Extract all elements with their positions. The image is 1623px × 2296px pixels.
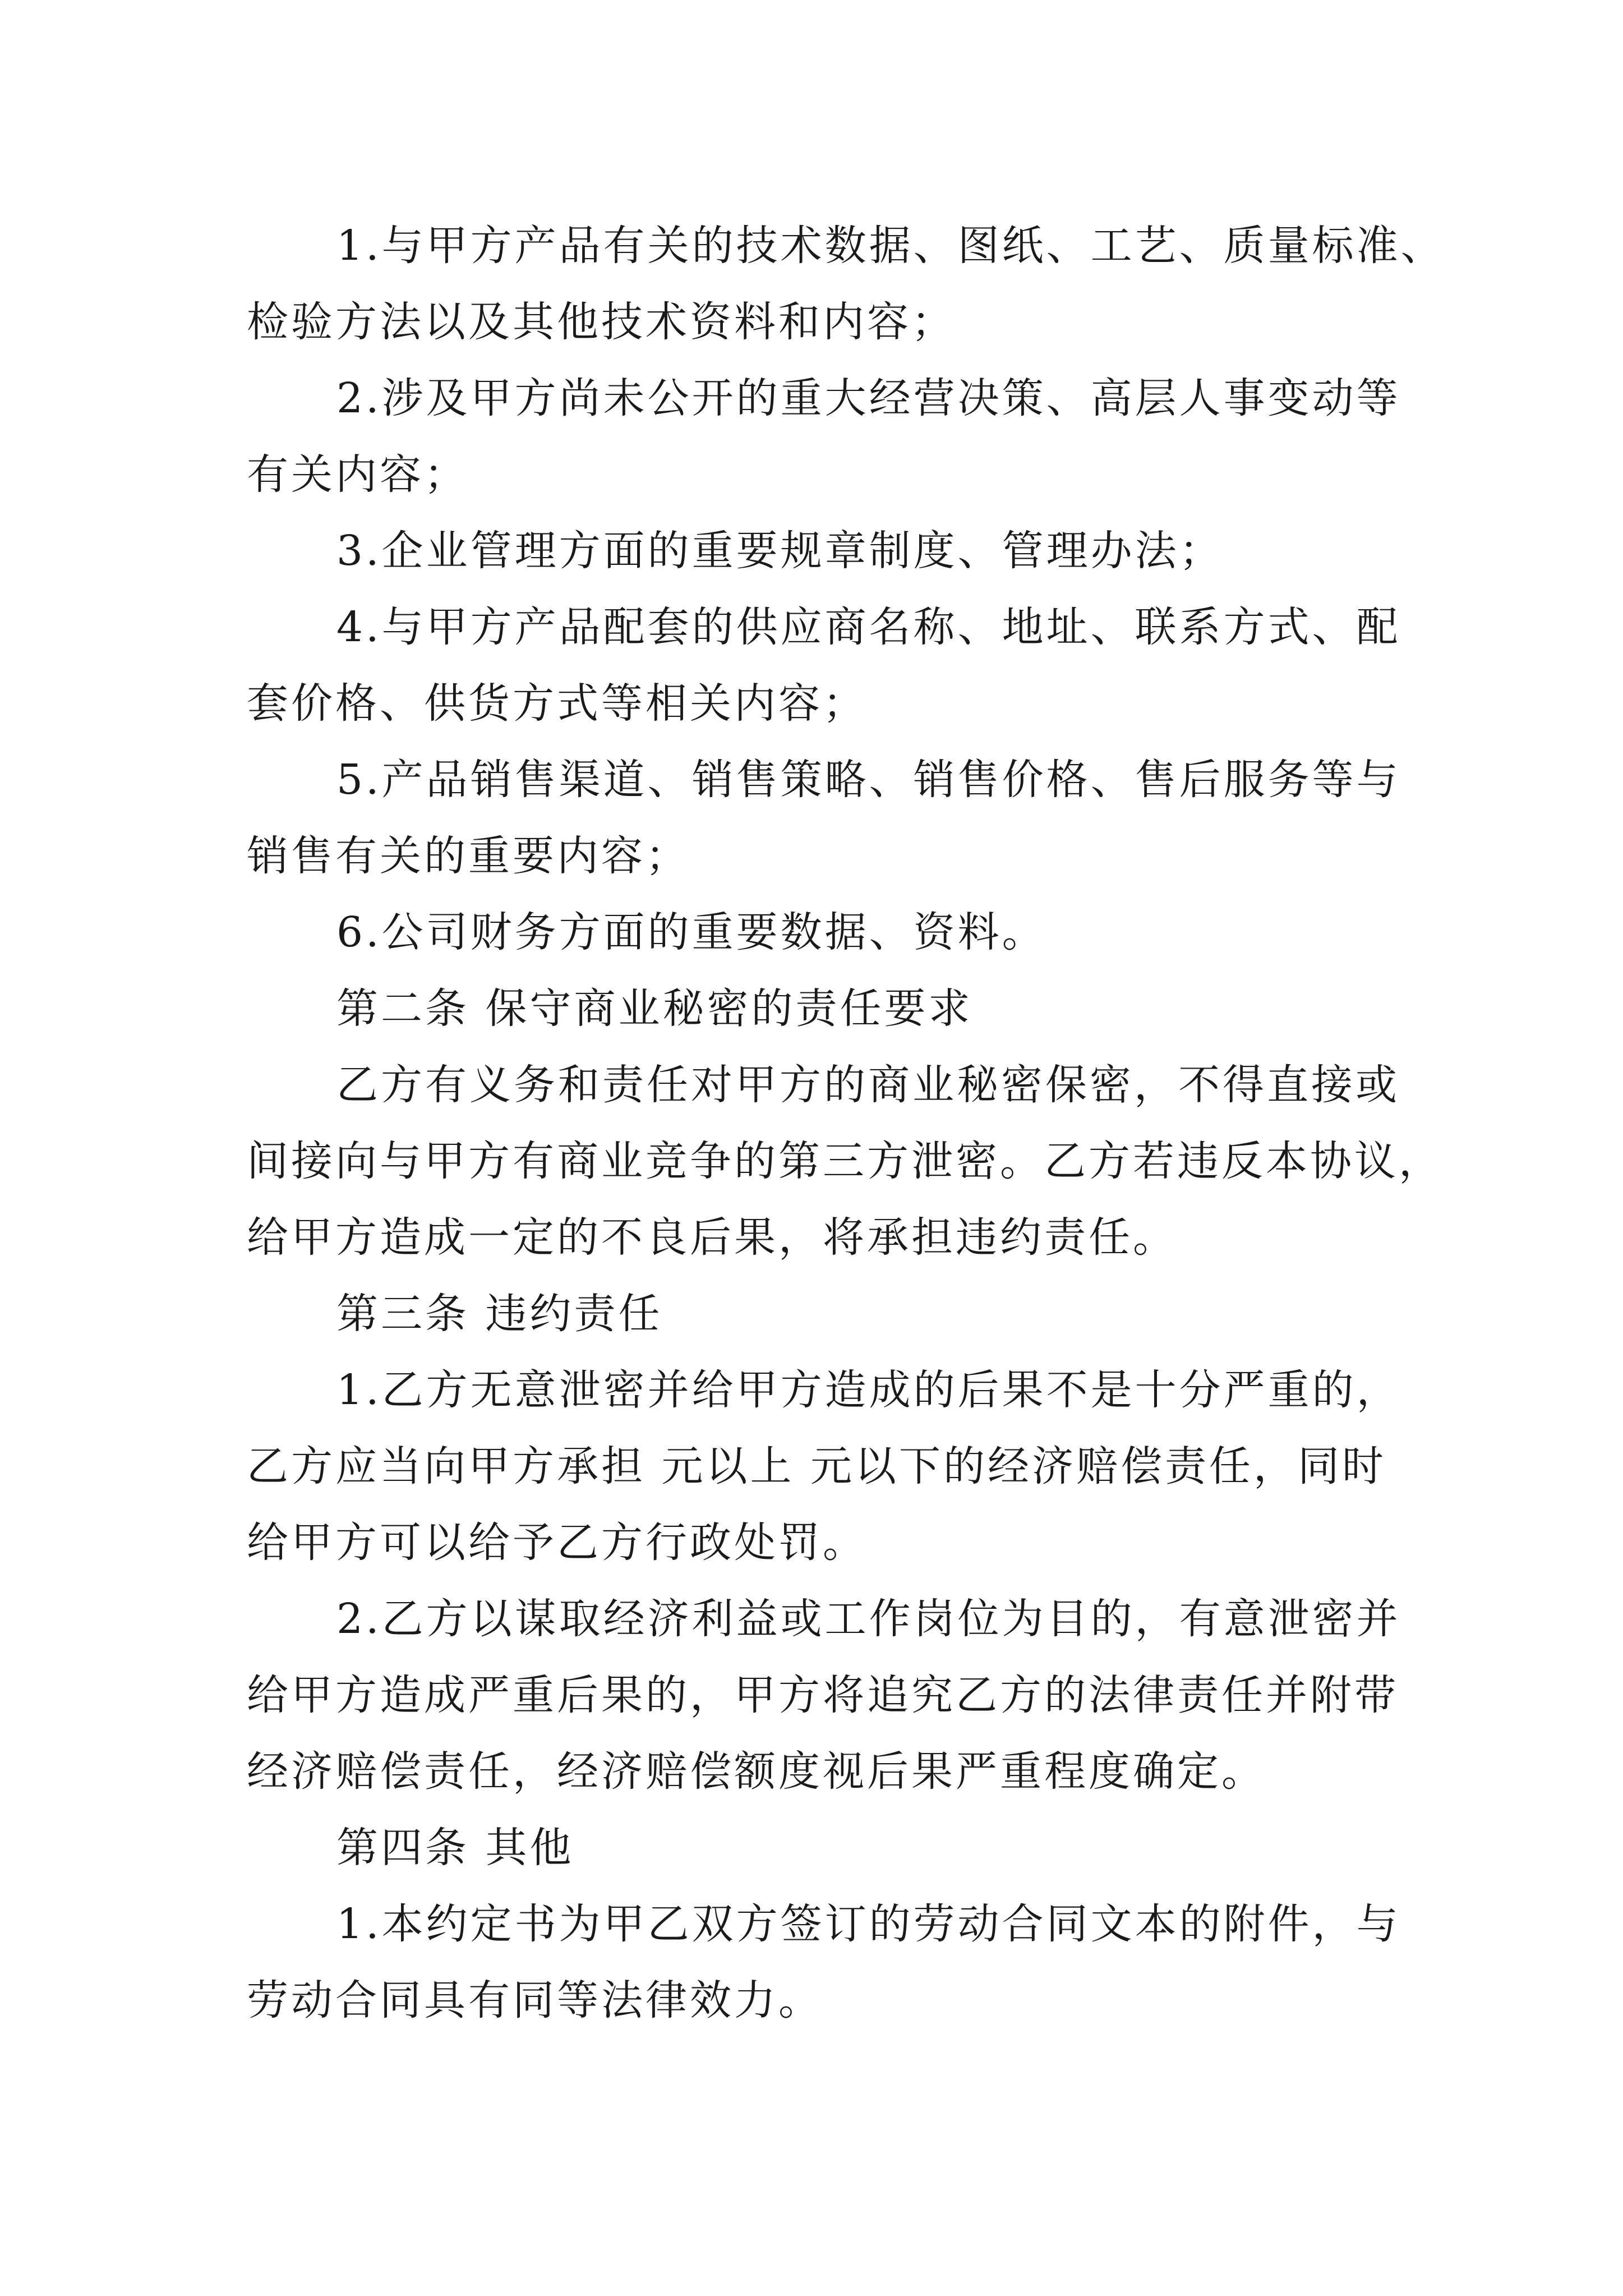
clause-2-body-line-2: 间接向与甲方有商业竞争的第三方泄密。乙方若违反本协议，: [247, 1137, 1443, 1185]
clause-3-heading: 第三条 违约责任: [336, 1290, 663, 1338]
clause-3-item-2-line-2: 给甲方造成严重后果的，甲方将追究乙方的法律责任并附带: [247, 1671, 1399, 1719]
clause-3-item-1-line-3: 给甲方可以给予乙方行政处罚。: [247, 1519, 867, 1567]
clause-1-item-4-line-1: 4.与甲方产品配套的供应商名称、地址、联系方式、配: [336, 603, 1401, 651]
clause-3-item-2-line-3: 经济赔偿责任，经济赔偿额度视后果严重程度确定。: [247, 1747, 1266, 1796]
clause-3-item-1-line-2: 乙方应当向甲方承担 元以上 元以下的经济赔偿责任，同时: [247, 1442, 1387, 1490]
clause-4-item-1-line-1: 1.本约定书为甲乙双方签订的劳动合同文本的附件，与: [336, 1900, 1401, 1948]
clause-2-body-line-3: 给甲方造成一定的不良后果，将承担违约责任。: [247, 1213, 1177, 1262]
clause-1-item-3-line-1: 3.企业管理方面的重要规章制度、管理办法；: [336, 527, 1224, 575]
clause-1-item-1-line-1: 1.与甲方产品有关的技术数据、图纸、工艺、质量标准、: [336, 222, 1445, 270]
clause-1-item-2-line-2: 有关内容；: [247, 450, 468, 499]
clause-3-item-2-line-1: 2.乙方以谋取经济利益或工作岗位为目的，有意泄密并: [336, 1595, 1401, 1643]
clause-1-item-6-line-1: 6.公司财务方面的重要数据、资料。: [336, 908, 1046, 956]
clause-1-item-5-line-1: 5.产品销售渠道、销售策略、销售价格、售后服务等与: [336, 756, 1401, 804]
clause-1-item-4-line-2: 套价格、供货方式等相关内容；: [247, 679, 867, 728]
clause-1-item-2-line-1: 2.涉及甲方尚未公开的重大经营决策、高层人事变动等: [336, 374, 1401, 422]
clause-2-body-line-1: 乙方有义务和责任对甲方的商业秘密保密，不得直接或: [336, 1061, 1400, 1109]
clause-1-item-1-line-2: 检验方法以及其他技术资料和内容；: [247, 298, 956, 346]
clause-2-heading: 第二条 保守商业秘密的责任要求: [336, 984, 973, 1033]
clause-3-item-1-line-1: 1.乙方无意泄密并给甲方造成的后果不是十分严重的，: [336, 1366, 1401, 1414]
clause-4-item-1-line-2: 劳动合同具有同等法律效力。: [247, 1976, 823, 2024]
clause-4-heading: 第四条 其他: [336, 1824, 574, 1872]
clause-1-item-5-line-2: 销售有关的重要内容；: [247, 832, 690, 880]
document-body: [247, 208, 1445, 2039]
